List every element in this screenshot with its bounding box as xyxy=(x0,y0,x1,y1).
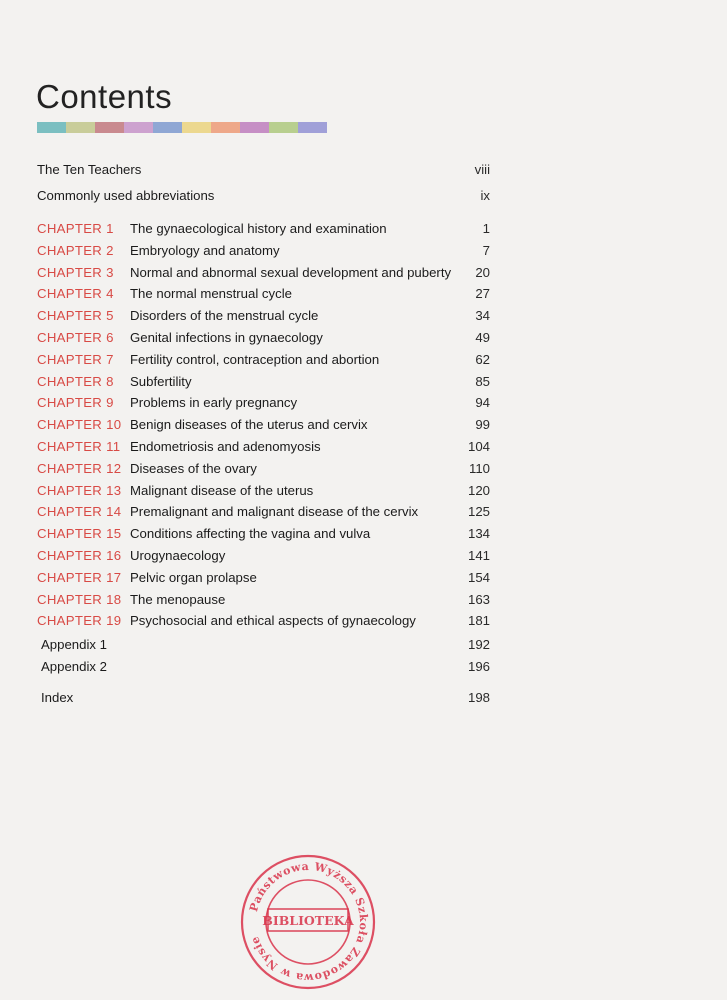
page-number: 104 xyxy=(467,439,490,454)
chapter-number: CHAPTER 1 xyxy=(37,221,114,236)
page-number: 34 xyxy=(475,308,490,324)
page-number: 125 xyxy=(467,504,490,520)
page-number: 181 xyxy=(467,613,490,629)
color-bar-swatch xyxy=(124,122,153,133)
chapter-number: CHAPTER 14 xyxy=(37,504,122,520)
color-bar xyxy=(37,122,327,133)
chapter-row[interactable] xyxy=(37,284,493,304)
stamp-center-text: BIBLIOTEKA xyxy=(262,913,354,928)
chapter-row[interactable] xyxy=(37,350,493,370)
chapter-title: The menopause xyxy=(130,591,226,607)
page-number: 27 xyxy=(475,286,490,302)
page-number: 85 xyxy=(475,373,490,389)
chapter-row[interactable] xyxy=(37,219,493,239)
index-label: Index xyxy=(41,690,74,705)
chapter-title: Fertility control, contraception and abortion xyxy=(130,351,380,367)
chapter-number: CHAPTER 15 xyxy=(37,526,122,542)
chapter-row[interactable] xyxy=(37,524,493,544)
color-bar-swatch xyxy=(153,122,182,133)
front-matter-row[interactable] xyxy=(37,160,493,180)
chapter-number: CHAPTER 18 xyxy=(37,591,122,607)
appendix-label: Appendix 1 xyxy=(41,637,107,652)
chapter-title: Disorders of the menstrual cycle xyxy=(130,308,319,324)
chapter-row[interactable] xyxy=(37,372,493,392)
chapter-title: Problems in early pregnancy xyxy=(130,395,298,411)
chapter-row[interactable] xyxy=(37,306,493,326)
front-matter-label: Commonly used abbreviations xyxy=(37,188,215,203)
color-bar-swatch xyxy=(211,122,240,133)
chapter-row[interactable] xyxy=(37,328,493,348)
chapter-title: Subfertility xyxy=(130,373,192,389)
page-number: 94 xyxy=(475,395,490,411)
chapter-number: CHAPTER 13 xyxy=(37,482,122,498)
chapter-title: The gynaecological history and examination xyxy=(130,221,387,236)
page-number: 154 xyxy=(467,569,490,585)
page-number: 110 xyxy=(468,460,490,476)
chapter-number: CHAPTER 5 xyxy=(37,308,114,324)
page-number: 49 xyxy=(475,330,490,345)
page-number: 198 xyxy=(467,690,490,705)
chapter-number: CHAPTER 9 xyxy=(37,395,114,411)
index-row[interactable] xyxy=(37,688,493,708)
page-number: 99 xyxy=(475,417,490,433)
chapter-title: Benign diseases of the uterus and cervix xyxy=(130,417,368,433)
page-number: 1 xyxy=(482,221,490,236)
page-number: 163 xyxy=(467,591,490,607)
page-number: ix xyxy=(480,188,490,203)
chapter-number: CHAPTER 7 xyxy=(37,351,114,367)
chapter-number: CHAPTER 10 xyxy=(37,417,122,433)
chapter-number: CHAPTER 2 xyxy=(37,242,114,258)
page-number: 7 xyxy=(482,242,490,258)
chapter-row[interactable] xyxy=(37,481,493,501)
front-matter-label: The Ten Teachers xyxy=(37,162,142,177)
color-bar-swatch xyxy=(269,122,298,133)
chapter-row[interactable] xyxy=(37,437,493,457)
chapter-row[interactable] xyxy=(37,459,493,479)
chapter-title: The normal menstrual cycle xyxy=(130,286,292,302)
appendix-row[interactable] xyxy=(37,635,493,655)
chapter-number: CHAPTER 16 xyxy=(37,548,122,563)
appendix-label: Appendix 2 xyxy=(41,659,107,674)
chapter-row[interactable] xyxy=(37,546,493,566)
chapter-row[interactable] xyxy=(37,502,493,522)
chapter-title: Normal and abnormal sexual development and puberty xyxy=(130,264,452,280)
chapter-row[interactable] xyxy=(37,568,493,588)
page-number: 20 xyxy=(475,264,490,280)
chapter-number: CHAPTER 8 xyxy=(37,373,114,389)
color-bar-swatch xyxy=(182,122,211,133)
page-number: 192 xyxy=(467,637,490,652)
chapter-number: CHAPTER 19 xyxy=(37,613,122,629)
front-matter-row[interactable] xyxy=(37,186,493,206)
chapter-row[interactable] xyxy=(37,590,493,610)
chapter-number: CHAPTER 4 xyxy=(37,286,114,302)
chapter-title: Malignant disease of the uterus xyxy=(130,482,314,498)
page-number: 134 xyxy=(467,526,490,542)
chapter-number: CHAPTER 17 xyxy=(37,569,122,585)
chapter-title: Conditions affecting the vagina and vulva xyxy=(130,526,371,542)
color-bar-swatch xyxy=(95,122,124,133)
color-bar-swatch xyxy=(298,122,327,133)
page-number: viii xyxy=(474,162,490,177)
chapter-number: CHAPTER 6 xyxy=(37,330,114,345)
chapter-number: CHAPTER 12 xyxy=(37,460,122,476)
color-bar-swatch xyxy=(240,122,269,133)
color-bar-swatch xyxy=(37,122,66,133)
chapter-title: Pelvic organ prolapse xyxy=(130,569,257,585)
stamp-ring-text: Państwowa Wyższa Szkoła Zawodowa w Nysie xyxy=(247,859,371,985)
chapter-title: Urogynaecology xyxy=(130,548,226,563)
library-stamp xyxy=(238,854,378,990)
page-number: 120 xyxy=(467,482,490,498)
chapter-number: CHAPTER 3 xyxy=(37,264,114,280)
chapter-title: Premalignant and malignant disease of the cervix xyxy=(130,504,419,520)
page-number: 196 xyxy=(467,659,490,674)
chapter-title: Endometriosis and adenomyosis xyxy=(130,439,321,454)
chapter-row[interactable] xyxy=(37,241,493,261)
chapter-title: Genital infections in gynaecology xyxy=(130,330,323,345)
page-number: 62 xyxy=(475,351,490,367)
chapter-row[interactable] xyxy=(37,611,493,631)
chapter-row[interactable] xyxy=(37,263,493,283)
color-bar-swatch xyxy=(66,122,95,133)
chapter-row[interactable] xyxy=(37,393,493,413)
chapter-title: Diseases of the ovary xyxy=(130,460,257,476)
chapter-title: Psychosocial and ethical aspects of gynaecology xyxy=(130,613,416,629)
page-number: 141 xyxy=(467,548,490,563)
chapter-number: CHAPTER 11 xyxy=(37,439,121,454)
page-title: Contents xyxy=(36,78,173,115)
chapter-row[interactable] xyxy=(37,415,493,435)
appendix-row[interactable] xyxy=(37,657,493,677)
chapter-title: Embryology and anatomy xyxy=(130,242,280,258)
